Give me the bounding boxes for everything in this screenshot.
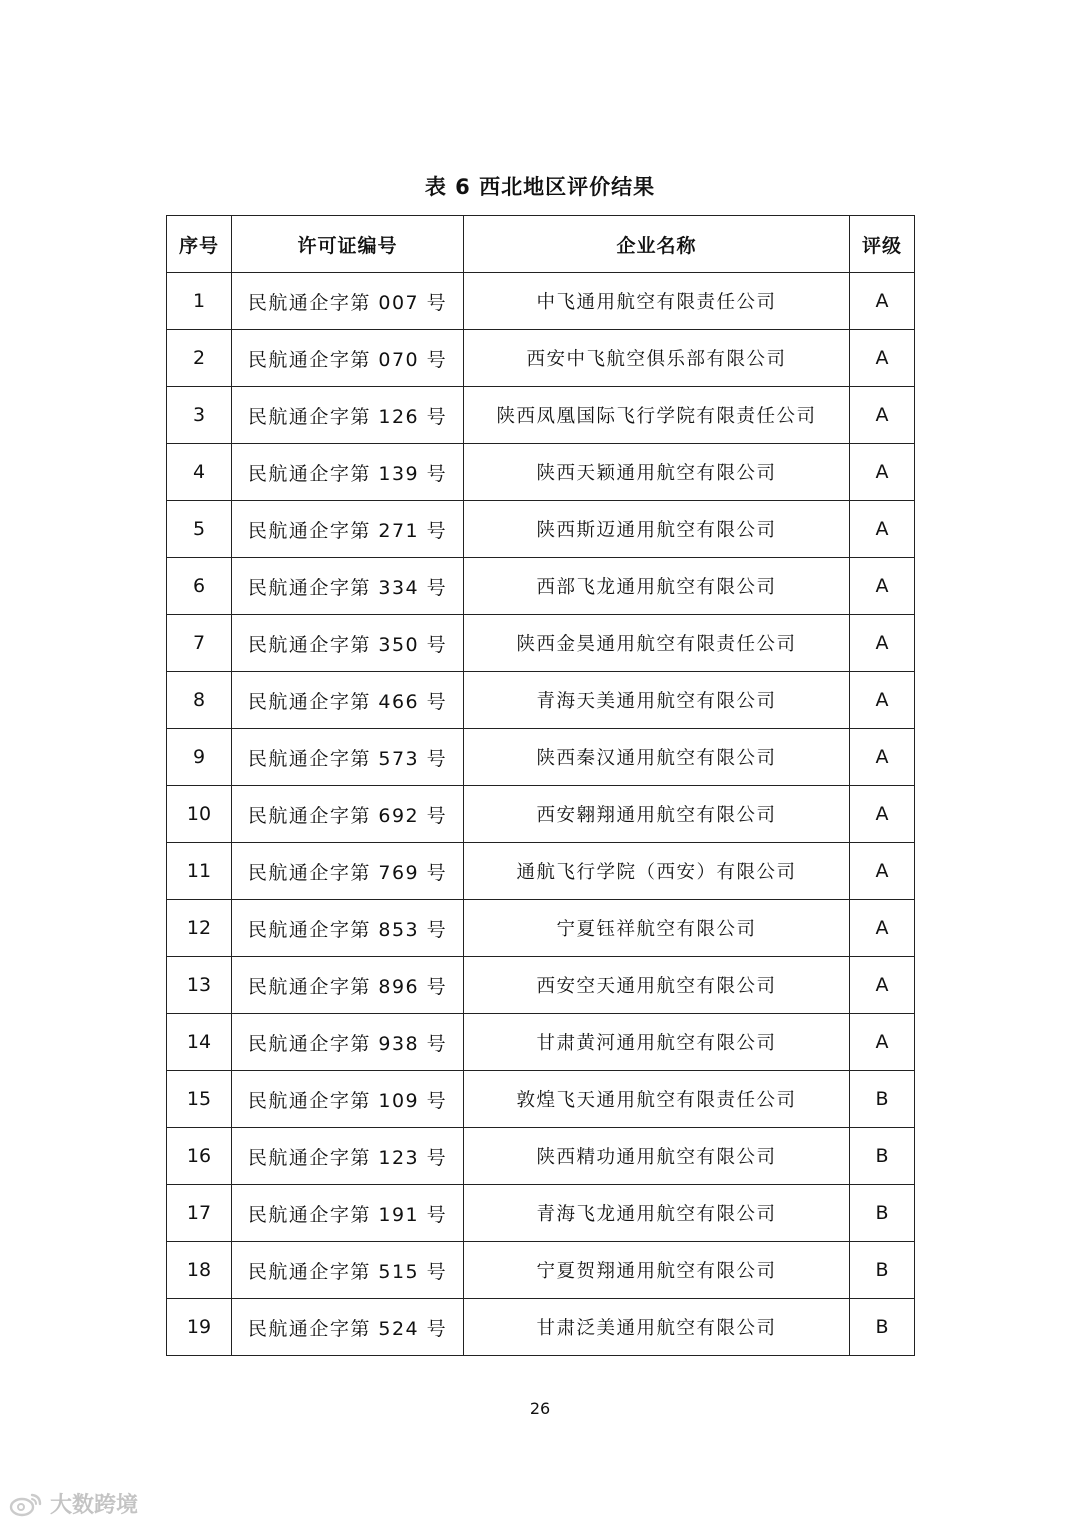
cell-license: 民航通企字第 938 号 [232,1014,464,1071]
header-company: 企业名称 [464,216,850,273]
cell-license: 民航通企字第 692 号 [232,786,464,843]
cell-seq: 16 [167,1128,232,1185]
watermark-text: 大数跨境 [50,1493,139,1518]
cell-grade: A [850,444,915,501]
table-row [167,444,915,501]
cell-license: 民航通企字第 896 号 [232,957,464,1014]
header-seq: 序号 [167,216,232,273]
cell-grade: A [850,615,915,672]
table-row [167,900,915,957]
evaluation-results-table [166,215,915,1356]
cell-license: 民航通企字第 070 号 [232,330,464,387]
table-row [167,786,915,843]
table-row [167,501,915,558]
table-row [167,1128,915,1185]
header-grade: 评级 [850,216,915,273]
cell-company: 陕西斯迈通用航空有限公司 [464,501,850,558]
table-row [167,387,915,444]
cell-license: 民航通企字第 271 号 [232,501,464,558]
header-row [167,216,915,273]
cell-seq: 10 [167,786,232,843]
cell-seq: 18 [167,1242,232,1299]
cell-license: 民航通企字第 334 号 [232,558,464,615]
cell-grade: B [850,1071,915,1128]
cell-grade: A [850,330,915,387]
cell-grade: A [850,786,915,843]
cell-seq: 11 [167,843,232,900]
cell-company: 陕西金昊通用航空有限责任公司 [464,615,850,672]
table-row [167,1071,915,1128]
cell-seq: 15 [167,1071,232,1128]
cell-seq: 8 [167,672,232,729]
table-row [167,1299,915,1356]
watermark [8,1488,138,1519]
table-header [167,216,915,273]
table-row [167,558,915,615]
cell-company: 陕西凤凰国际飞行学院有限责任公司 [464,387,850,444]
cell-license: 民航通企字第 524 号 [232,1299,464,1356]
cell-grade: B [850,1185,915,1242]
table-row [167,273,915,330]
cell-grade: A [850,558,915,615]
cell-license: 民航通企字第 139 号 [232,444,464,501]
cell-license: 民航通企字第 515 号 [232,1242,464,1299]
cell-license: 民航通企字第 123 号 [232,1128,464,1185]
table-row [167,1014,915,1071]
cell-seq: 4 [167,444,232,501]
cell-company: 西安空天通用航空有限公司 [464,957,850,1014]
cell-seq: 5 [167,501,232,558]
cell-company: 陕西秦汉通用航空有限公司 [464,729,850,786]
cell-company: 陕西天颖通用航空有限公司 [464,444,850,501]
cell-grade: A [850,900,915,957]
cell-grade: B [850,1299,915,1356]
table-row [167,1185,915,1242]
cell-grade: A [850,1014,915,1071]
table-row [167,957,915,1014]
cell-company: 甘肃黄河通用航空有限公司 [464,1014,850,1071]
cell-seq: 6 [167,558,232,615]
cell-seq: 13 [167,957,232,1014]
cell-company: 青海飞龙通用航空有限公司 [464,1185,850,1242]
cell-company: 西安翱翔通用航空有限公司 [464,786,850,843]
table-row [167,843,915,900]
cell-license: 民航通企字第 126 号 [232,387,464,444]
cell-seq: 19 [167,1299,232,1356]
cell-grade: B [850,1242,915,1299]
cell-seq: 2 [167,330,232,387]
table-row [167,672,915,729]
cell-company: 青海天美通用航空有限公司 [464,672,850,729]
table-row [167,1242,915,1299]
table-row [167,615,915,672]
cell-seq: 9 [167,729,232,786]
cell-license: 民航通企字第 573 号 [232,729,464,786]
header-license: 许可证编号 [232,216,464,273]
cell-seq: 12 [167,900,232,957]
cell-seq: 3 [167,387,232,444]
table-row [167,330,915,387]
cell-license: 民航通企字第 769 号 [232,843,464,900]
cell-company: 陕西精功通用航空有限公司 [464,1128,850,1185]
cell-grade: A [850,843,915,900]
cell-grade: A [850,672,915,729]
cell-company: 西安中飞航空俱乐部有限公司 [464,330,850,387]
cell-seq: 14 [167,1014,232,1071]
cell-company: 敦煌飞天通用航空有限责任公司 [464,1071,850,1128]
cell-company: 宁夏贺翔通用航空有限公司 [464,1242,850,1299]
weibo-logo-icon [8,1491,44,1517]
cell-license: 民航通企字第 466 号 [232,672,464,729]
cell-grade: A [850,273,915,330]
cell-license: 民航通企字第 191 号 [232,1185,464,1242]
cell-license: 民航通企字第 109 号 [232,1071,464,1128]
cell-company: 西部飞龙通用航空有限公司 [464,558,850,615]
cell-company: 宁夏钰祥航空有限公司 [464,900,850,957]
cell-license: 民航通企字第 007 号 [232,273,464,330]
cell-license: 民航通企字第 853 号 [232,900,464,957]
cell-seq: 7 [167,615,232,672]
cell-license: 民航通企字第 350 号 [232,615,464,672]
cell-seq: 1 [167,273,232,330]
table-body [167,273,915,1356]
table-row [167,729,915,786]
cell-seq: 17 [167,1185,232,1242]
page-number: 26 [529,1399,551,1418]
table-title: 表 6 西北地区评价结果 [424,175,656,199]
cell-company: 中飞通用航空有限责任公司 [464,273,850,330]
cell-grade: A [850,729,915,786]
cell-grade: B [850,1128,915,1185]
cell-company: 甘肃泛美通用航空有限公司 [464,1299,850,1356]
cell-company: 通航飞行学院（西安）有限公司 [464,843,850,900]
cell-grade: A [850,957,915,1014]
cell-grade: A [850,387,915,444]
cell-grade: A [850,501,915,558]
